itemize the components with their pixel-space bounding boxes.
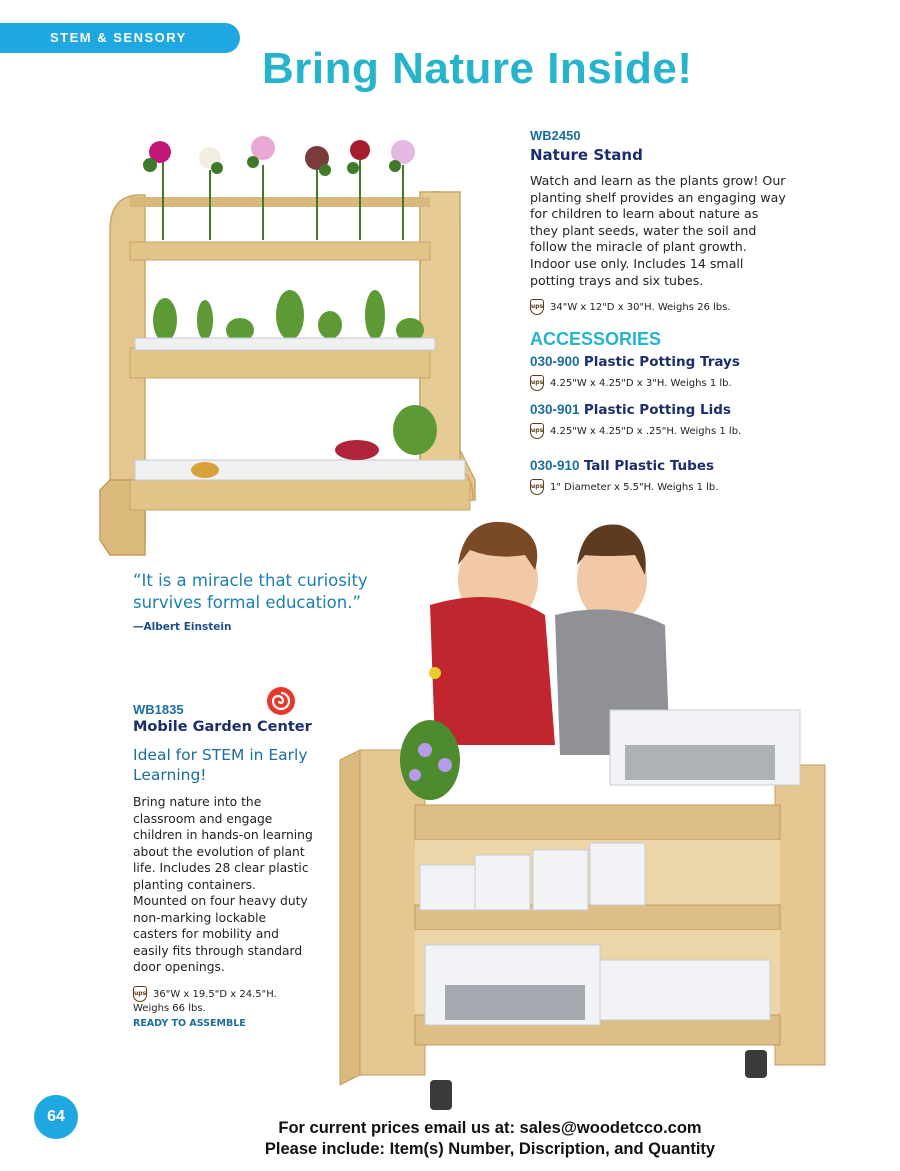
accessory-item	[530, 402, 830, 439]
accessory-name: Plastic Potting Lids	[583, 402, 731, 418]
ups-icon: ups	[530, 479, 544, 495]
accessory-dimensions: 1" Diameter x 5.5"H. Weighs 1 lb.	[550, 482, 719, 493]
section-tab: STEM & SENSORY	[0, 23, 240, 53]
nature-stand-photo	[95, 120, 485, 560]
page-number: 64	[34, 1095, 78, 1139]
mobile-garden-dimensions-row	[133, 986, 313, 1016]
ups-icon: ups	[530, 375, 544, 391]
nature-stand-dimensions-row	[530, 299, 790, 315]
mobile-garden-center-photo	[335, 505, 835, 1115]
page-headline: Bring Nature Inside!	[262, 44, 693, 93]
mobile-garden-tagline: Ideal for STEM in Early Learning!	[133, 746, 308, 784]
nature-stand-dimensions: 34"W x 12"D x 30"H. Weighs 26 lbs.	[550, 302, 731, 314]
ups-icon: ups	[133, 986, 147, 1002]
quote-author: —Albert Einstein	[133, 621, 232, 633]
nature-stand-details	[530, 128, 790, 315]
accessory-sku: 030-900	[530, 354, 580, 369]
ups-icon: ups	[530, 423, 544, 439]
mobile-garden-sku: WB1835	[133, 702, 184, 717]
mobile-garden-dimensions: 36"W x 19.5"D x 24.5"H.	[153, 988, 277, 1000]
quote-text: “It is a miracle that curiosity survives formal education.”	[133, 571, 368, 612]
accessories-heading: ACCESSORIES	[530, 329, 662, 349]
accessory-sku: 030-910	[530, 458, 580, 473]
nature-stand-description: Watch and learn as the plants grow! Our planting shelf provides an engaging way for children to learn about nature as they plant seeds, water the soil and follow the miracle of plant growth. Indoor use only. Includes 14 small potting trays and six tubes.	[530, 173, 786, 288]
mobile-garden-description: Bring nature into the classroom and engage children in hands-on learning about the evolution of plant life. Includes 28 clear plastic planting containers. Mounted on four heavy duty non-marking lockable casters for mobility and easily fits through standard door openings.	[133, 795, 313, 974]
ups-icon: ups	[530, 299, 544, 315]
accessory-name: Plastic Potting Trays	[583, 354, 740, 370]
accessory-dimensions: 4.25"W x 4.25"D x .25"H. Weighs 1 lb.	[550, 426, 742, 437]
footer-instructions-line: Please include: Item(s) Number, Discription, and Quantity	[264, 1140, 716, 1158]
ready-to-assemble-label: READY TO ASSEMBLE	[133, 1017, 246, 1029]
accessory-sku: 030-901	[530, 402, 580, 417]
nature-stand-name: Nature Stand	[530, 146, 643, 164]
footer-contact	[200, 1118, 780, 1160]
footer-email-line: For current prices email us at: sales@woodetcco.com	[278, 1119, 702, 1137]
accessory-name: Tall Plastic Tubes	[583, 458, 715, 474]
accessory-dimensions: 4.25"W x 4.25"D x 3"H. Weighs 1 lb.	[550, 378, 732, 389]
nature-stand-sku: WB2450	[530, 128, 581, 143]
accessory-item	[530, 354, 830, 391]
mobile-garden-details	[133, 702, 313, 1029]
mobile-garden-name: Mobile Garden Center	[133, 719, 312, 735]
accessory-item	[530, 458, 830, 495]
mobile-garden-weight: Weighs 66 lbs.	[133, 1002, 206, 1014]
